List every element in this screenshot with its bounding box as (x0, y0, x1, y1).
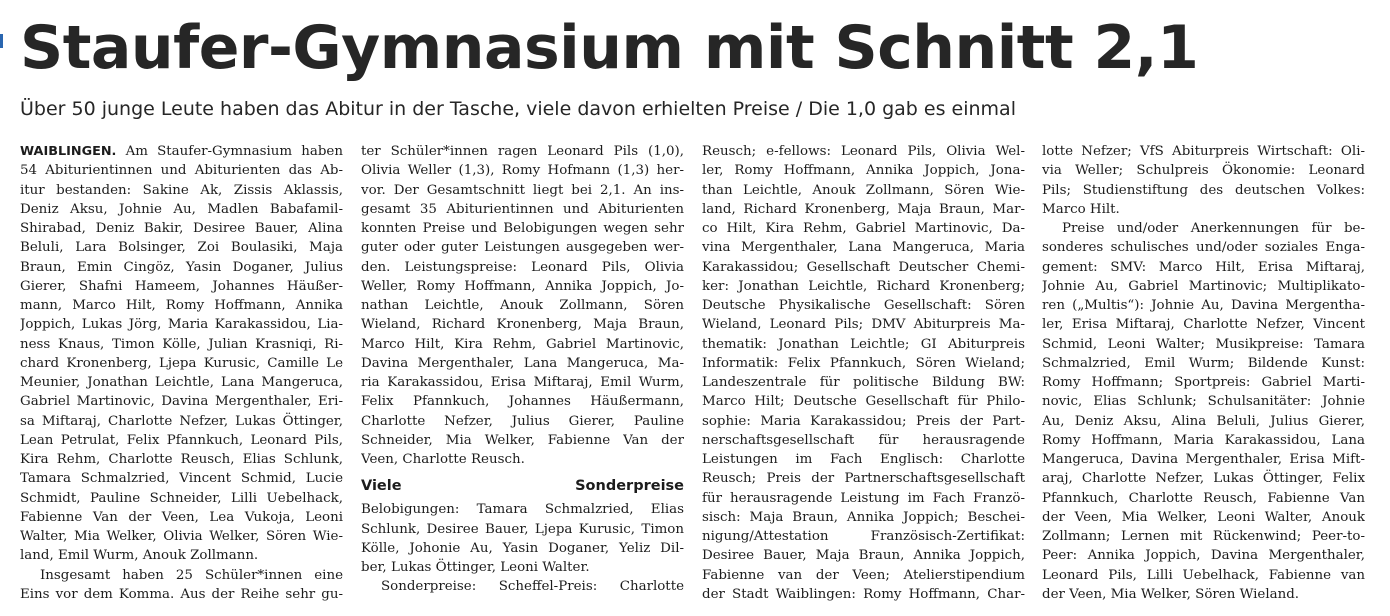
text-line: ness Knaus, Timon Kölle, Julian Krasniqi, Ri- (20, 336, 343, 352)
article-column-4 (1042, 142, 1365, 604)
text-line: Schmid, Leoni Walter; Musikpreise: Tamara (1042, 336, 1365, 352)
text-line: Romy Hoffmann; Sportpreis: Gabriel Marti- (1042, 375, 1365, 390)
text-line: nigung/Attestation Französisch-Zertifikat: (702, 529, 1025, 544)
text-line: sonderes schulisches und/oder soziales Enga- (1042, 240, 1365, 256)
text-line: konnten Preise und Belobigungen wegen sehr (361, 221, 684, 236)
text-line: Deniz Aksu, Johnie Au, Madlen Babafamil- (20, 201, 343, 217)
text-line: Marco Hilt. (1042, 201, 1120, 217)
text-line: co Hilt, Kira Rehm, Gabriel Martinovic, Da- (702, 221, 1025, 236)
text-line: gement: SMV: Marco Hilt, Erisa Miftaraj, (1042, 259, 1365, 275)
text-line: Charlotte Nefzer, Julius Gierer, Pauline (361, 413, 684, 429)
text-line: itur bestanden: Sakine Ak, Zissis Aklassis, (20, 182, 343, 198)
text-line: Olivia Weller (1,3), Romy Hofmann (1,3) her- (361, 163, 684, 179)
subheadline: Über 50 junge Leute haben das Abitur in der Tasche, viele davon erhielten Preise / Die 1,0 gab es einmal (20, 98, 1016, 120)
text-line: Belobigungen: Tamara Schmalzried, Elias (361, 502, 684, 518)
text-line: Marco Hilt, Kira Rehm, Gabriel Martinovic, (361, 336, 684, 352)
text-line-content: Am Staufer-Gymnasium haben (116, 144, 343, 159)
text-line: ber, Lukas Öttinger, Leoni Walter. (361, 560, 590, 575)
text-line: Sonderpreise: Scheffel-Preis: Charlotte (381, 579, 684, 595)
text-line: Davina Mergenthaler, Lana Mangeruca, Ma- (361, 355, 684, 371)
text-line: Veen, Charlotte Reusch. (361, 452, 525, 467)
text-line: Mangeruca, Davina Mergenthaler, Erisa Mift- (1042, 452, 1365, 467)
text-line: Preise und/oder Anerkennungen für be- (1062, 221, 1365, 236)
text-line: Pils; Studienstiftung des deutschen Volkes: (1042, 182, 1365, 198)
text-line: araj, Charlotte Nefzer, Lukas Öttinger, Felix (1042, 471, 1365, 487)
text-line: than Leichtle, Anouk Zollmann, Sören Wie- (702, 182, 1025, 198)
dateline: WAIBLINGEN. (20, 144, 117, 159)
text-line: Meunier, Jonathan Leichtle, Lana Mangeruca, (20, 375, 343, 390)
text-line: Deutsche Physikalische Gesellschaft: Sören (702, 298, 1025, 313)
article-column-3 (702, 142, 1025, 604)
text-line: nathan Leichtle, Anouk Zollmann, Sören (361, 298, 684, 313)
text-line: sophie: Maria Karakassidou; Preis der Part- (702, 413, 1025, 429)
text-line: Johnie Au, Gabriel Martinovic; Multiplikato- (1042, 278, 1365, 294)
text-line: Weller, Romy Hoffmann, Annika Joppich, Jo- (361, 278, 684, 294)
text-line: für herausragende Leistung im Fach Franzö- (702, 490, 1025, 506)
text-line: Schmalzried, Emil Wurm; Bildende Kunst: (1042, 355, 1365, 371)
text-line: lotte Nefzer; VfS Abiturpreis Wirtschaft: Oli- (1042, 144, 1365, 159)
text-line: land, Emil Wurm, Anouk Zollmann. (20, 548, 259, 564)
text-line: Gierer, Shafni Hameem, Johannes Häußer- (20, 278, 343, 294)
text-line: sisch: Maja Braun, Annika Joppich; Beschei- (702, 509, 1025, 525)
text-line: Walter, Mia Welker, Olivia Welker, Sören Wie- (20, 529, 343, 544)
text-line: Kira Rehm, Charlotte Reusch, Elias Schlunk, (20, 452, 343, 467)
article-column-2 (361, 142, 684, 597)
text-line: Au, Deniz Aksu, Alina Beluli, Julius Gierer, (1042, 413, 1365, 429)
text-line: Wieland, Richard Kronenberg, Maja Braun, (361, 317, 684, 333)
text-line: Leistungen im Fach Englisch: Charlotte (702, 452, 1025, 467)
article-column-1 (20, 142, 343, 604)
headline: Staufer-Gymnasium mit Schnitt 2,1 (20, 13, 1199, 83)
text-line: Landeszentrale für politische Bildung BW: (702, 375, 1025, 390)
text-line: chard Kronenberg, Ljepa Kurusic, Camille Le (20, 355, 343, 371)
text-line: Schneider, Mia Welker, Fabienne Van der (361, 432, 684, 448)
text-line: ker: Jonathan Leichtle, Richard Kronenberg; (702, 278, 1025, 294)
text-line: ren („Multis“): Johnie Au, Davina Mergentha- (1042, 298, 1365, 313)
text-line: Felix Pfannkuch, Johannes Häußermann, (361, 394, 684, 410)
text-line: vina Mergenthaler, Lana Mangeruca, Maria (702, 240, 1025, 256)
paragraph-gap (361, 469, 684, 477)
text-line: Leonard Pils, Lilli Uebelhack, Fabienne van (1042, 567, 1365, 583)
text-line: ter Schüler*innen ragen Leonard Pils (1,0), (361, 144, 684, 159)
text-line: land, Richard Kronenberg, Maja Braun, Mar- (702, 201, 1025, 217)
text-line: Schlunk, Desiree Bauer, Ljepa Kurusic, Timon (361, 521, 684, 537)
text-line: nerschaftsgesellschaft für herausragende (702, 432, 1025, 448)
text-line: Tamara Schmalzried, Vincent Schmid, Lucie (20, 471, 343, 487)
text-line: Reusch; Preis der Partnerschaftsgesellschaft (702, 471, 1025, 487)
text-line: vor. Der Gesamtschnitt liegt bei 2,1. An ins- (361, 182, 684, 198)
text-line: Wieland, Leonard Pils; DMV Abiturpreis Ma- (702, 317, 1025, 333)
text-line: Reusch; e-fellows: Leonard Pils, Olivia Wel- (702, 144, 1025, 159)
text-line: Peer: Annika Joppich, Davina Mergenthaler, (1042, 548, 1365, 564)
text-line: via Weller; Schulpreis Ökonomie: Leonard (1042, 163, 1365, 179)
text-line: Joppich, Lukas Jörg, Maria Karakassidou, Lia- (20, 317, 343, 333)
text-line: guter oder guter Leistungen ausgegeben wer- (361, 240, 684, 256)
text-line: Schmidt, Pauline Schneider, Lilli Uebelhack, (20, 490, 343, 506)
text-line: mann, Marco Hilt, Romy Hoffmann, Annika (20, 298, 343, 313)
text-line: ler, Romy Hoffmann, Annika Joppich, Jona- (702, 163, 1025, 179)
text-line: Desiree Bauer, Maja Braun, Annika Joppich, (702, 548, 1025, 564)
text-line: sa Miftaraj, Charlotte Nefzer, Lukas Öttinger, (20, 413, 343, 429)
text-line: Eins vor dem Komma. Aus der Reihe sehr gu- (20, 586, 343, 602)
page-edge-marker (0, 34, 3, 48)
text-line: der Veen, Mia Welker, Sören Wieland. (1042, 586, 1300, 602)
text-line: Romy Hoffmann, Maria Karakassidou, Lana (1042, 432, 1365, 448)
text-line: Informatik: Felix Pfannkuch, Sören Wieland; (702, 355, 1025, 371)
text-line: Kölle, Johonie Au, Yasin Doganer, Yeliz Dil- (361, 540, 684, 556)
text-line: gesamt 35 Abiturientinnen und Abiturienten (361, 201, 684, 217)
text-line: Fabienne van der Veen; Atelierstipendium (702, 567, 1025, 583)
text-line: 54 Abiturientinnen und Abiturienten das Ab- (20, 163, 343, 179)
text-line: Karakassidou; Gesellschaft Deutscher Chemi- (702, 259, 1025, 275)
text-line: thematik: Jonathan Leichtle; GI Abiturpreis (702, 336, 1025, 352)
text-line: ler, Erisa Miftaraj, Charlotte Nefzer, Vincent (1042, 317, 1365, 333)
text-line: der Veen, Mia Welker, Leoni Walter, Anouk (1042, 509, 1365, 525)
text-line: Shirabad, Deniz Bakir, Desiree Bauer, Alina (20, 221, 343, 236)
text-line: Braun, Emin Cingöz, Yasin Doganer, Julius (20, 259, 343, 275)
section-subheading: Viele Sonderpreise (361, 478, 684, 495)
text-line (20, 142, 343, 161)
text-line: Zollmann; Lernen mit Rückenwind; Peer-to- (1042, 529, 1365, 544)
text-line: ria Karakassidou, Erisa Miftaraj, Emil Wurm, (361, 375, 684, 390)
text-line: Beluli, Lara Bolsinger, Zoi Boulasiki, Maja (20, 240, 343, 256)
text-line: Insgesamt haben 25 Schüler*innen eine (40, 567, 343, 583)
text-line: Lean Petrulat, Felix Pfannkuch, Leonard Pils, (20, 432, 343, 448)
text-line: den. Leistungspreise: Leonard Pils, Olivia (361, 259, 684, 275)
text-line: Gabriel Martinovic, Davina Mergenthaler, Eri- (20, 394, 343, 410)
text-line: Marco Hilt; Deutsche Gesellschaft für Philo- (702, 394, 1025, 410)
text-line: der Stadt Waiblingen: Romy Hoffmann, Char- (702, 586, 1025, 602)
text-line: Pfannkuch, Charlotte Reusch, Fabienne Van (1042, 490, 1365, 506)
text-line: Fabienne Van der Veen, Lea Vukoja, Leoni (20, 509, 343, 525)
text-line: novic, Elias Schlunk; Schulsanitäter: Johnie (1042, 394, 1365, 410)
